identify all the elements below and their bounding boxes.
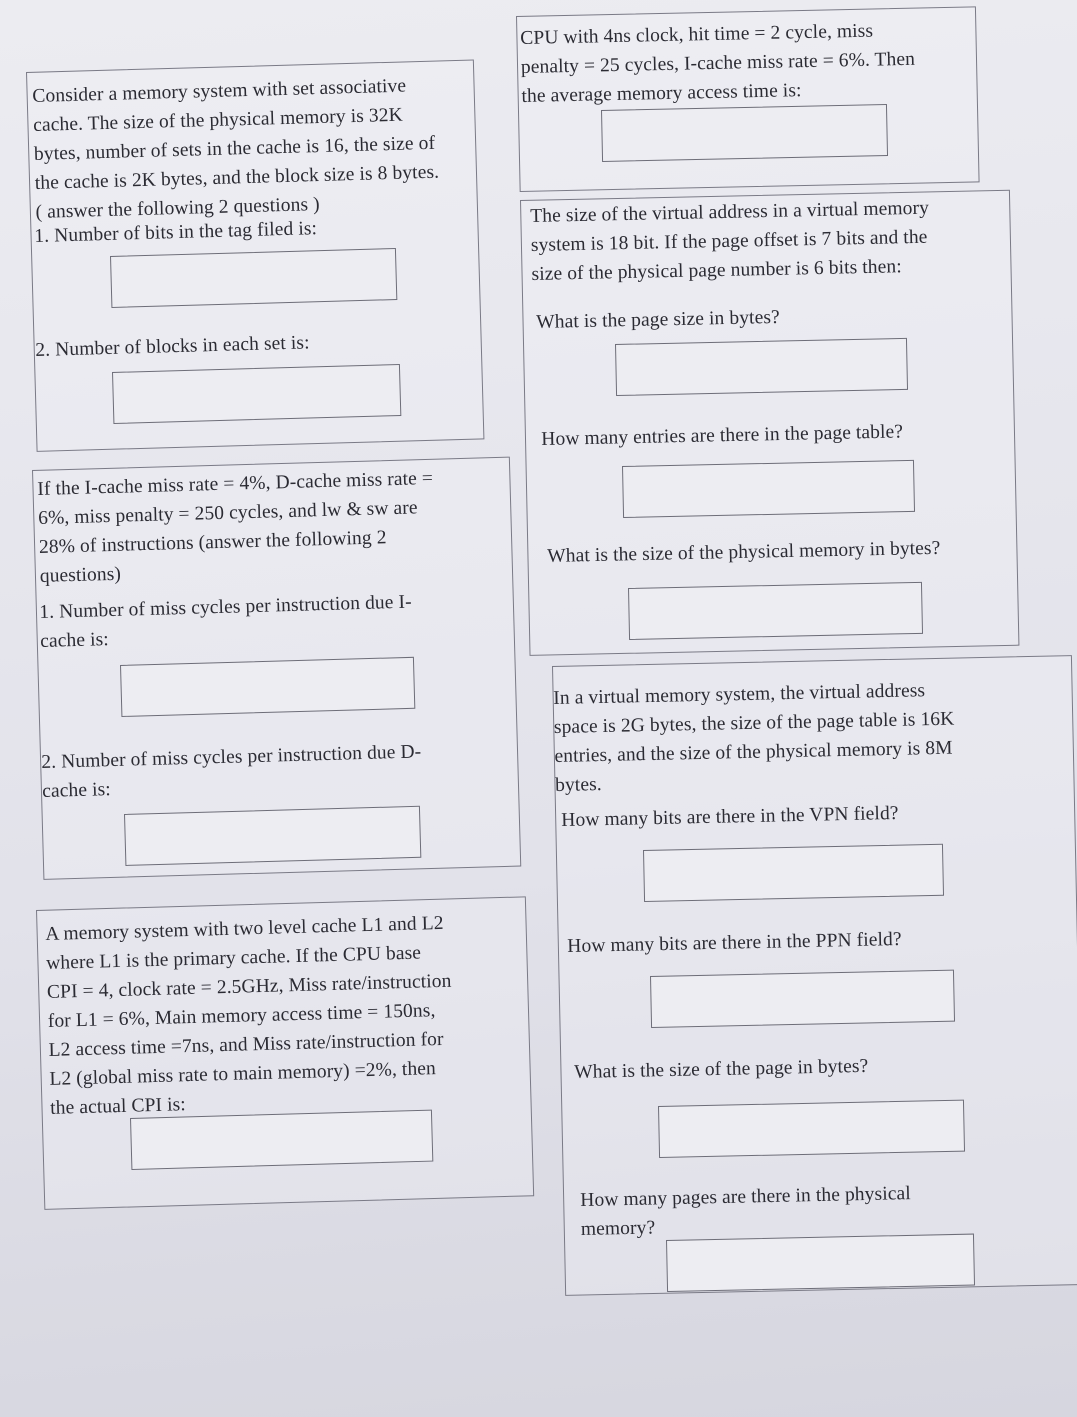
ppn-bits-answer-box[interactable] — [650, 970, 955, 1028]
vm-18bit-question-1: What is the page size in bytes? — [536, 306, 781, 333]
vm-2g-question-3: What is the size of the page in bytes? — [574, 1055, 869, 1083]
page-size-answer-box[interactable] — [615, 338, 908, 396]
actual-cpi-answer-box[interactable] — [130, 1110, 433, 1170]
vm-2g-question-1: How many bits are there in the VPN field? — [561, 802, 899, 831]
vm-2g-question-intro: In a virtual memory system, the virtual address space is 2G bytes, the size of the page table is 16K entries, and the size of the physical memory is 8M bytes. — [553, 680, 955, 796]
page-table-entries-answer-box[interactable] — [622, 460, 915, 518]
cache-question-1: 1. Number of bits in the tag filed is: — [34, 218, 318, 247]
blocks-per-set-answer-box[interactable] — [112, 364, 401, 424]
two-level-cache-question-text: A memory system with two level cache L1 and L2 where L1 is the primary cache. If the CPU base CPI = 4, clock rate = 2.5GHz, Miss rate/instruction for L1 = 6%, Main memory access time = 150ns, L2 access time =7ns, and Miss rate/instruction for L2 (global miss rate to main memory) =2%, then the actual CPI is: — [45, 912, 452, 1119]
physical-memory-size-answer-box[interactable] — [628, 582, 923, 640]
vm-2g-question-2: How many bits are there in the PPN field? — [567, 928, 902, 957]
page-size-2g-answer-box[interactable] — [658, 1100, 965, 1158]
dcache-miss-cycles-answer-box[interactable] — [124, 806, 421, 866]
vm-18bit-question-2: How many entries are there in the page table? — [541, 421, 904, 450]
cache-question-intro: Consider a memory system with set associative cache. The size of the physical memory is 32K bytes, number of sets in the cache is 16, the size of the cache is 2K bytes, and the block size is 8 bytes. ( answer the following 2 questions ) — [32, 75, 440, 223]
vm-18bit-question-3: What is the size of the physical memory in bytes? — [547, 537, 941, 567]
vpn-bits-answer-box[interactable] — [643, 844, 944, 902]
miss-rate-question-2: 2. Number of miss cycles per instruction due D- cache is: — [41, 741, 422, 802]
vm-2g-question-4: How many pages are there in the physical memory? — [580, 1183, 911, 1240]
miss-rate-question-intro: If the I-cache miss rate = 4%, D-cache miss rate = 6%, miss penalty = 250 cycles, and lw & sw are 28% of instructions (answer the following 2 questions) — [37, 467, 434, 587]
icache-miss-cycles-answer-box[interactable] — [120, 657, 415, 717]
amat-question-text: CPU with 4ns clock, hit time = 2 cycle, miss penalty = 25 cycles, I-cache miss rate = 6%. Then the average memory access time is: — [520, 20, 916, 107]
cache-question-2: 2. Number of blocks in each set is: — [35, 332, 310, 361]
physical-pages-answer-box[interactable] — [666, 1234, 975, 1292]
miss-rate-question-1: 1. Number of miss cycles per instruction due I- cache is: — [39, 591, 412, 652]
tag-bits-answer-box[interactable] — [110, 248, 397, 308]
amat-answer-box[interactable] — [601, 104, 888, 162]
vm-18bit-question-intro: The size of the virtual address in a virtual memory system is 18 bit. If the page offset is 7 bits and the size of the physical page number is 6 bits then: — [530, 197, 930, 285]
